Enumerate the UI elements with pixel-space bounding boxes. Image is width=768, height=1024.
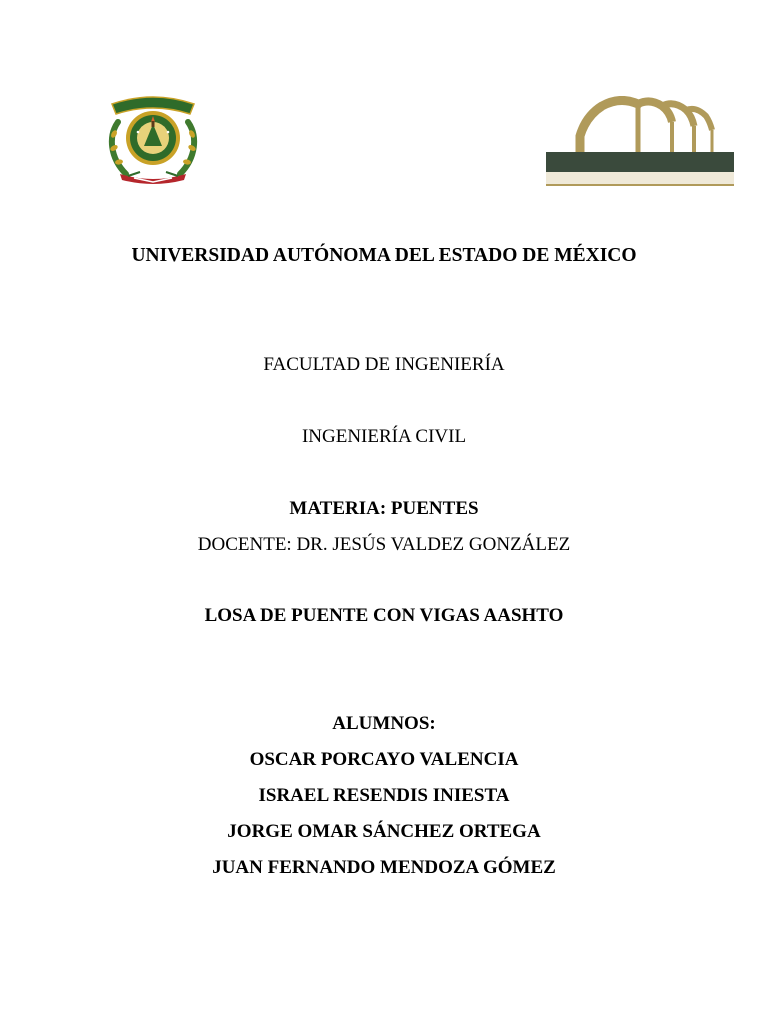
student-name: OSCAR PORCAYO VALENCIA — [249, 749, 519, 770]
teacher-label: DOCENTE: DR. JESÚS VALDEZ GONZÁLEZ — [197, 534, 571, 555]
university-seal-icon — [104, 92, 202, 186]
student-name: JUAN FERNANDO MENDOZA GÓMEZ — [212, 857, 556, 878]
faculty-arches-icon — [546, 96, 734, 186]
students-heading: ALUMNOS: — [332, 713, 436, 734]
document-topic: LOSA DE PUENTE CON VIGAS AASHTO — [204, 605, 564, 626]
faculty-name: FACULTAD DE INGENIERÍA — [263, 354, 505, 375]
student-name: JORGE OMAR SÁNCHEZ ORTEGA — [227, 821, 541, 842]
student-name: ISRAEL RESENDIS INIESTA — [258, 785, 510, 806]
career-name: INGENIERÍA CIVIL — [301, 426, 467, 447]
subject-label: MATERIA: PUENTES — [289, 498, 479, 519]
university-title: UNIVERSIDAD AUTÓNOMA DEL ESTADO DE MÉXICO — [131, 245, 637, 266]
